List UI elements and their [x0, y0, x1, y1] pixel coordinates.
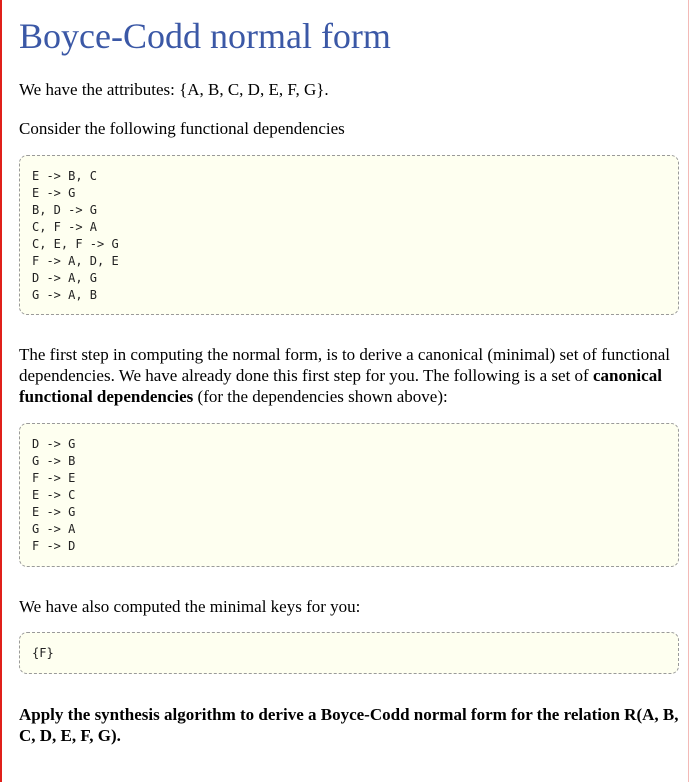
- minimal-keys-paragraph: We have also computed the minimal keys for you:: [19, 597, 361, 616]
- first-step-paragraph: [19, 344, 679, 407]
- canonical-fd-line: D -> G: [32, 437, 76, 451]
- task-instruction: Apply the synthesis algorithm to derive a Boyce-Codd normal form for the relation R(A, B, C, D, E, F, G).: [19, 705, 679, 745]
- fd-line: E -> B, C: [32, 169, 98, 183]
- canonical-fd-term: canonical functional dependencies: [19, 366, 662, 406]
- attributes-paragraph: We have the attributes: {A, B, C, D, E, F, G}.: [19, 80, 329, 99]
- minimal-keys-block: [19, 632, 679, 674]
- fd-line: F -> A, D, E: [32, 254, 119, 268]
- page-title: Boyce-Codd normal form: [19, 16, 391, 56]
- canonical-fd-line: E -> G: [32, 505, 76, 519]
- consider-paragraph: Consider the following functional dependencies: [19, 119, 345, 138]
- canonical-fd-line: F -> E: [32, 471, 76, 485]
- first-step-text-end: (for the dependencies shown above):: [193, 387, 448, 406]
- fd-line: C, E, F -> G: [32, 237, 119, 251]
- fd-line: E -> G: [32, 186, 76, 200]
- fd-line: G -> A, B: [32, 288, 98, 302]
- fd-line: B, D -> G: [32, 203, 98, 217]
- first-step-text: The first step in computing the normal form, is to derive a canonical (minimal) set of functional dependencies. We have already done this first step for you. The following is a set of: [19, 345, 671, 385]
- canonical-fd-line: G -> A: [32, 522, 76, 536]
- canonical-fd-line: F -> D: [32, 539, 76, 553]
- minimal-key-line: {F}: [32, 646, 54, 660]
- fd-line: C, F -> A: [32, 220, 98, 234]
- canonical-fd-line: G -> B: [32, 454, 76, 468]
- functional-dependencies-block: [19, 155, 679, 315]
- fd-line: D -> A, G: [32, 271, 98, 285]
- canonical-dependencies-block: [19, 423, 679, 567]
- canonical-fd-line: E -> C: [32, 488, 76, 502]
